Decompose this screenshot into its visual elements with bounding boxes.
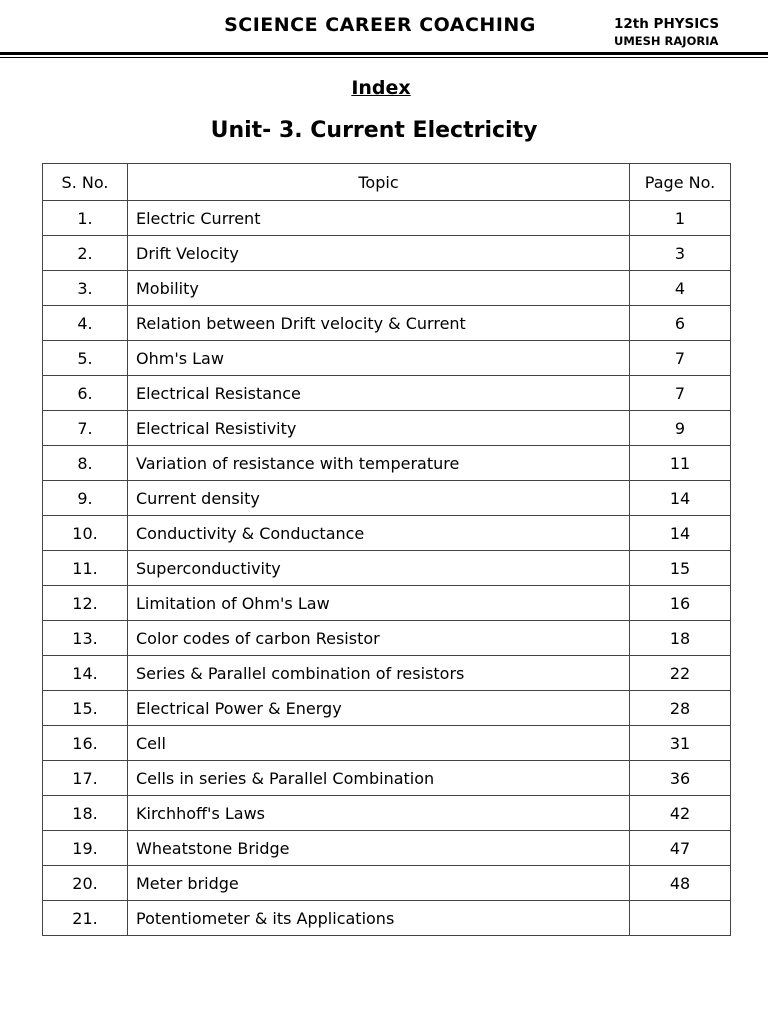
table-row (43, 761, 731, 796)
row-sno: 12. (43, 586, 128, 621)
table-row (43, 551, 731, 586)
table-row (43, 901, 731, 936)
row-sno: 11. (43, 551, 128, 586)
index-table (42, 163, 731, 936)
table-row (43, 376, 731, 411)
row-sno: 6. (43, 376, 128, 411)
row-topic: Limitation of Ohm's Law (128, 586, 630, 621)
row-sno: 16. (43, 726, 128, 761)
row-page: 4 (630, 271, 731, 306)
row-sno: 18. (43, 796, 128, 831)
row-page: 3 (630, 236, 731, 271)
row-sno: 17. (43, 761, 128, 796)
row-topic: Mobility (128, 271, 630, 306)
row-sno: 21. (43, 901, 128, 936)
table-row (43, 726, 731, 761)
row-page: 28 (630, 691, 731, 726)
row-sno: 7. (43, 411, 128, 446)
table-row (43, 446, 731, 481)
table-row (43, 411, 731, 446)
table-row (43, 271, 731, 306)
column-header-sno: S. No. (43, 164, 128, 201)
row-topic: Electrical Resistivity (128, 411, 630, 446)
header-author: UMESH RAJORIA (614, 34, 719, 48)
table-row (43, 341, 731, 376)
row-page: 47 (630, 831, 731, 866)
table-row (43, 621, 731, 656)
row-page: 36 (630, 761, 731, 796)
table-row (43, 691, 731, 726)
row-topic: Cell (128, 726, 630, 761)
row-page: 9 (630, 411, 731, 446)
table-row (43, 796, 731, 831)
header-right-block (614, 16, 754, 50)
row-sno: 8. (43, 446, 128, 481)
row-topic: Cells in series & Parallel Combination (128, 761, 630, 796)
row-topic: Potentiometer & its Applications (128, 901, 630, 936)
row-page: 6 (630, 306, 731, 341)
row-sno: 9. (43, 481, 128, 516)
row-sno: 20. (43, 866, 128, 901)
table-row (43, 831, 731, 866)
table-row (43, 236, 731, 271)
row-topic: Conductivity & Conductance (128, 516, 630, 551)
row-topic: Electric Current (128, 201, 630, 236)
row-page: 22 (630, 656, 731, 691)
row-page: 18 (630, 621, 731, 656)
row-page (630, 901, 731, 936)
row-page: 48 (630, 866, 731, 901)
row-page: 14 (630, 516, 731, 551)
row-sno: 3. (43, 271, 128, 306)
table-row (43, 866, 731, 901)
row-topic: Electrical Power & Energy (128, 691, 630, 726)
unit-title: Unit- 3. Current Electricity (210, 118, 538, 143)
column-header-page: Page No. (630, 164, 731, 201)
row-topic: Kirchhoff's Laws (128, 796, 630, 831)
row-sno: 10. (43, 516, 128, 551)
row-topic: Series & Parallel combination of resistors (128, 656, 630, 691)
header-rule (0, 52, 768, 55)
row-sno: 4. (43, 306, 128, 341)
row-topic: Electrical Resistance (128, 376, 630, 411)
row-topic: Superconductivity (128, 551, 630, 586)
row-topic: Ohm's Law (128, 341, 630, 376)
table-row (43, 516, 731, 551)
header-rule-thin (0, 57, 768, 58)
row-topic: Variation of resistance with temperature (128, 446, 630, 481)
table-row (43, 201, 731, 236)
row-topic: Color codes of carbon Resistor (128, 621, 630, 656)
row-page: 11 (630, 446, 731, 481)
table-row (43, 306, 731, 341)
table-header-row (43, 164, 731, 201)
row-page: 14 (630, 481, 731, 516)
row-sno: 5. (43, 341, 128, 376)
row-sno: 15. (43, 691, 128, 726)
column-header-topic: Topic (128, 164, 630, 201)
row-topic: Wheatstone Bridge (128, 831, 630, 866)
row-sno: 19. (43, 831, 128, 866)
row-sno: 1. (43, 201, 128, 236)
row-page: 31 (630, 726, 731, 761)
row-topic: Drift Velocity (128, 236, 630, 271)
row-page: 7 (630, 376, 731, 411)
row-sno: 13. (43, 621, 128, 656)
header-title: SCIENCE CAREER COACHING (224, 14, 536, 36)
index-heading: Index (351, 77, 411, 99)
table-row (43, 481, 731, 516)
row-page: 15 (630, 551, 731, 586)
row-page: 42 (630, 796, 731, 831)
row-topic: Relation between Drift velocity & Current (128, 306, 630, 341)
row-sno: 14. (43, 656, 128, 691)
table-row (43, 586, 731, 621)
row-topic: Meter bridge (128, 866, 630, 901)
row-page: 7 (630, 341, 731, 376)
row-topic: Current density (128, 481, 630, 516)
row-page: 16 (630, 586, 731, 621)
row-sno: 2. (43, 236, 128, 271)
table-row (43, 656, 731, 691)
row-page: 1 (630, 201, 731, 236)
header-subject: 12th PHYSICS (614, 16, 720, 32)
